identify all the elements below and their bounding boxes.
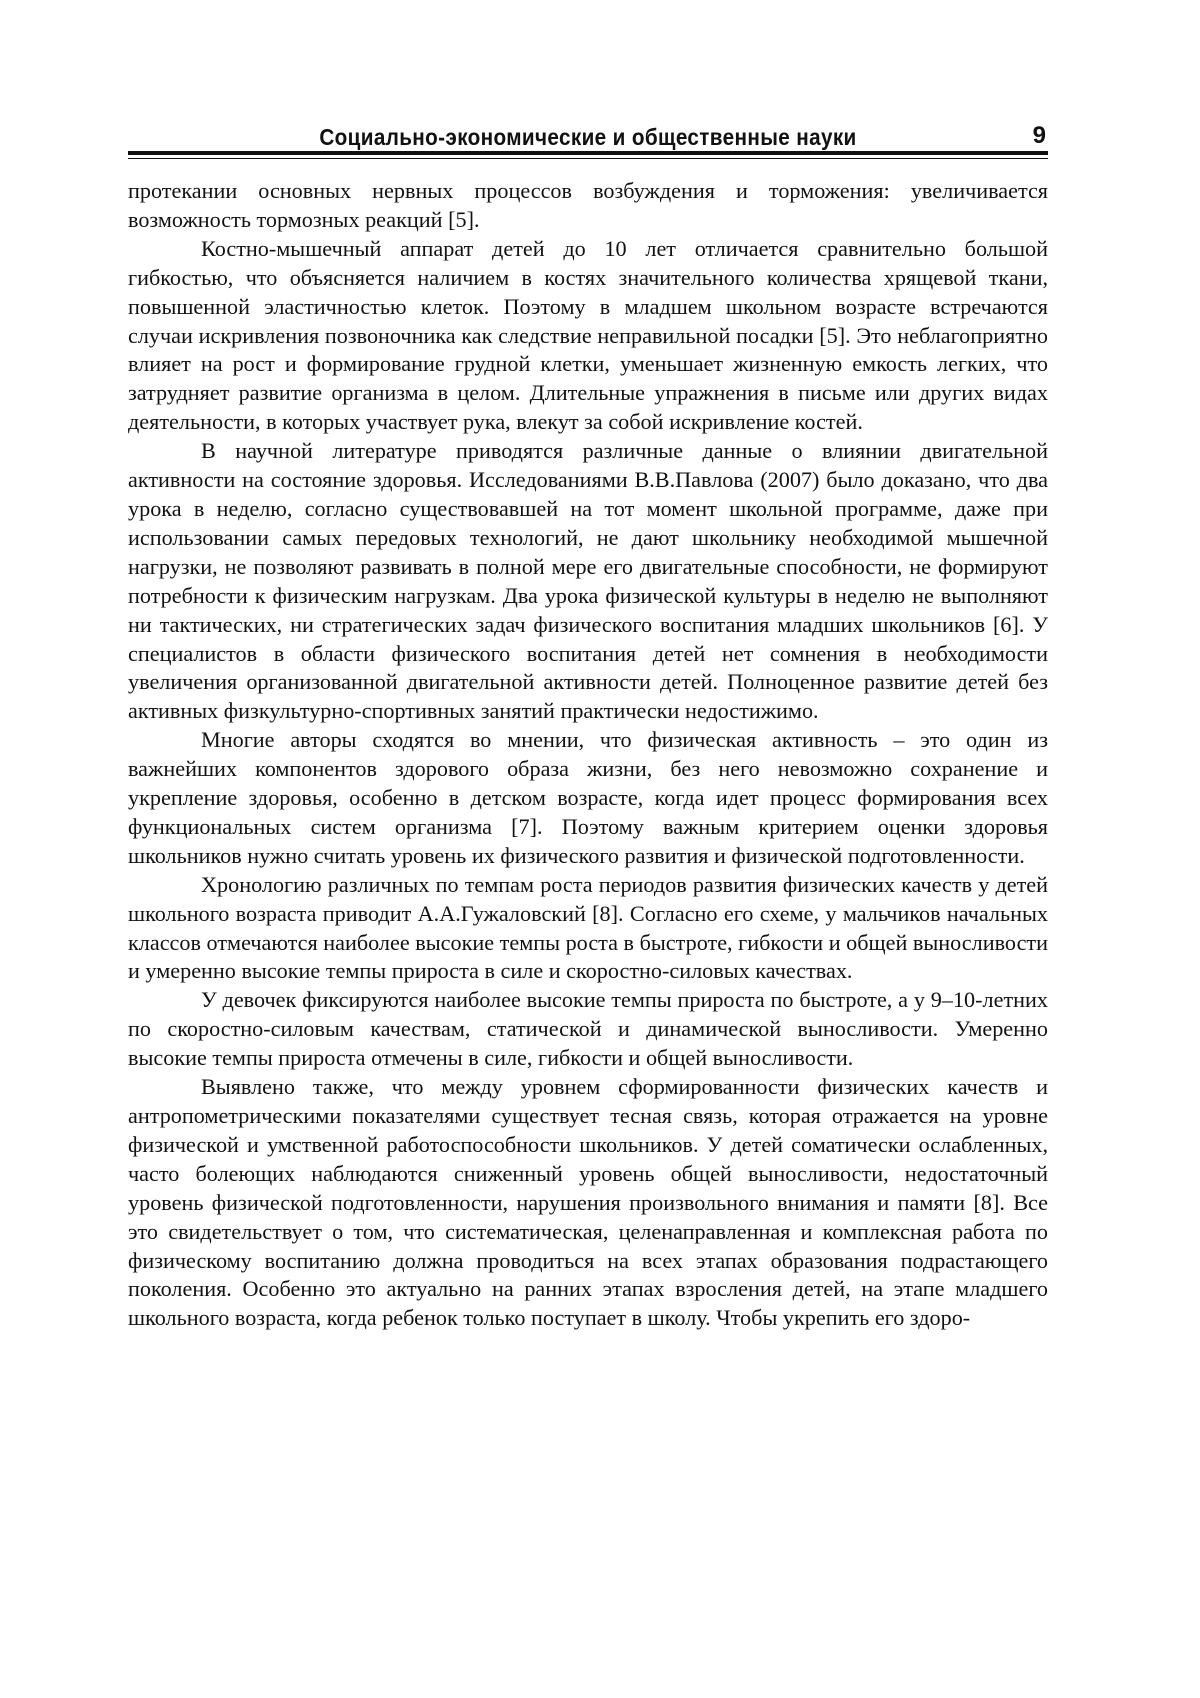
header-title: Социально-экономические и общественные науки [319, 124, 857, 150]
paragraph-7: Выявлено также, что между уровнем сформированности физических качеств и антропометрическими показателями существует тесная связь, которая отражается на уровне физической и умственной работоспособности школьников. У детей соматически ослабленных, часто болеющих наблюдаются сниженный уровень общей выносливости, недостаточный уровень физической подготовленности, нарушения произвольного внимания и памяти [8]. Все это свидетельствует о том, что систематическая, целенаправленная и комплексная работа по физическому воспитанию должна проводиться на всех этапах образования подрастающего поколения. Особенно это актуально на ранних этапах взросления детей, на этапе младшего школьного возраста, когда ребенок только поступает в школу. Чтобы укрепить его здоро- [128, 1074, 1048, 1331]
page-number: 9 [1032, 122, 1046, 149]
paragraph-4: Многие авторы сходятся во мнении, что физическая активность – это один из важнейших компонентов здорового образа жизни, без него невозможно сохранение и укрепление здоровья, особенно в детском возрасте, когда идет процесс формирования всех функциональных систем организма [7]. Поэтому важным критерием оценки здоровья школьников нужно считать уровень их физического развития и физической подготовленности. [128, 727, 1048, 868]
paragraph-3: В научной литературе приводятся различные данные о влиянии двигательной активности на состояние здоровья. Исследованиями В.В.Павлова (2007) было доказано, что два урока в неделю, согласно существовавшей на тот момент школьной программе, даже при использовании самых передовых технологий, не дают школьнику необходимой мышечной нагрузки, не позволяют развивать в полной мере его двигательные способности, не формируют потребности к физическим нагрузкам. Два урока физической культуры в неделю не выполняют ни тактических, ни стратегических задач физического воспитания младших школьников [6]. У специалистов в области физического воспитания детей нет сомнения в необходимости увеличения организованной двигательной активности детей. Полноценное развитие детей без активных физкультурно-спортивных занятий практически недостижимо. [128, 438, 1048, 724]
body-text [128, 177, 1048, 1333]
paragraph-5: Хронологию различных по темпам роста периодов развития физических качеств у детей школьного возраста приводит А.А.Гужаловский [8]. Согласно его схеме, у мальчиков начальных классов отмечаются наиболее высокие темпы роста в быстроте, гибкости и общей выносливости и умеренно высокие темпы прироста в силе и скоростно-силовых качествах. [128, 871, 1048, 984]
paragraph-6: У девочек фиксируются наиболее высокие темпы прироста по быстроте, а у 9–10-летних по скоростно-силовым качествам, статической и динамической выносливости. Умеренно высокие темпы прироста отмечены в силе, гибкости и общей выносливости. [128, 987, 1048, 1071]
paragraph-2: Костно-мышечный аппарат детей до 10 лет отличается сравнительно большой гибкостью, что объясняется наличием в костях значительного количества хрящевой ткани, повышенной эластичностью клеток. Поэтому в младшем школьном возрасте встречаются случаи искривления позвоночника как следствие неправильной посадки [5]. Это неблагоприятно влияет на рост и формирование грудной клетки, уменьшает жизненную емкость легких, что затрудняет развитие организма в целом. Длительные упражнения в письме или других видах деятельности, в которых участвует рука, влекут за собой искривление костей. [128, 235, 1048, 435]
running-header [128, 118, 1048, 158]
paragraph-1: протекании основных нервных процессов возбуждения и торможения: увеличивается возможность тормозных реакций [5]. [128, 178, 1048, 232]
header-rule-thick [128, 151, 1048, 155]
header-rule-thin [128, 158, 1048, 159]
